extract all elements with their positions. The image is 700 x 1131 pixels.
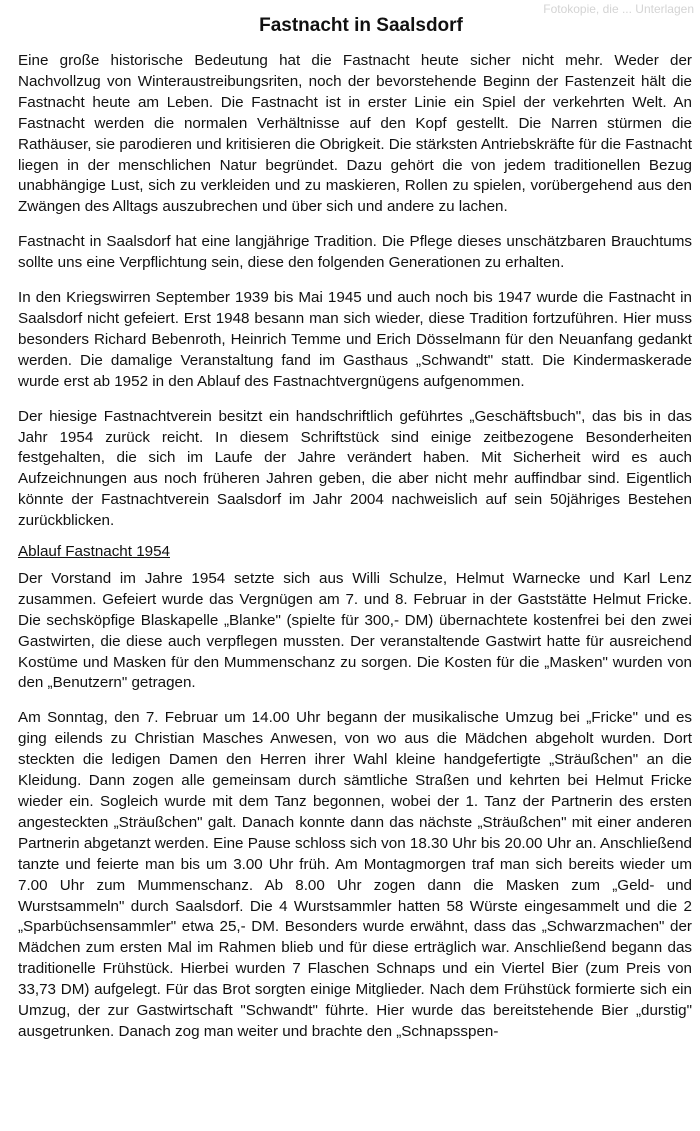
paragraph-committee-1954: Der Vorstand im Jahre 1954 setzte sich aus Willi Schulze, Helmut Warnecke und Karl Lenz zusammen. Gefeiert wurde das Vergnügen am 7. und 8. Februar in der Gaststätte Helmut Fricke. Die sechsköpfige Blaskapelle „Blanke" (spielte für 300,- DM) übernachtete kostenfrei bei den zwei Gastwirten, die diese auch verpflegen mussten. Der veranstaltende Gastwirt hatte für ausreichend Kostüme und Masken für den Mummenschanz zu sorgen. Die Kosten für die „Masken" wurden von den „Benutzern" getragen.: [18, 569, 692, 692]
document-title: Fastnacht in Saalsdorf: [259, 15, 463, 36]
paragraph-parade-1954: Am Sonntag, den 7. Februar um 14.00 Uhr begann der musikalische Umzug bei „Fricke" und es ging eilends zu Christian Masches Anwesen, von wo aus die Mädchen abgeholt wurden. Dort steckten die ledigen Damen den Herren ihrer Wahl kleine handgefertigte „Sträußchen" an die Kleidung. Dann zogen alle gemeinsam durch sämtliche Straßen und kehrten bei Helmut Fricke wieder ein. Sogleich wurde mit dem Tanz begonnen, wobei der 1. Tanz der Partnerin des ersten angesteckten „Sträußchen" galt. Danach konnte dann das nächste „Sträußchen" mit einer anderen Partnerin abgetanzt werden. Eine Pause schloss sich von 18.30 Uhr bis 20.00 Uhr an. Anschließend tanzte und feierte man bis um 3.00 Uhr früh. Am Montagmorgen traf man sich bereits wieder um 7.00 Uhr zum Mummenschanz. Ab 8.00 Uhr zogen dann die Masken zum „Geld- und Wurstsammeln" durch Saalsdorf. Die 4 Wurstsammler hatten 58 Würste eingesammelt und die 2 „Sparbüchsensammler" etwa 25,- DM. Besonders wurde erwähnt, dass das „Schwarzmachen" der Mädchen zum ersten Mal im Rahmen blieb und für diese erträglich war. Anschließend begann das traditionelle Frühstück. Hierbei wurden 7 Flaschen Schnaps und ein Viertel Bier (zum Preis von 33,73 DM) aufgelegt. Für das Brot sorgten einige Mitglieder. Nach dem Frühstück formierte sich ein Umzug, der zur Gastwirtschaft "Schwandt" führte. Hier wurde das bereitstehende Bier „durstig" ausgetrunken. Danach zog man weiter und brachte den „Schnapsspen-: [18, 709, 692, 1040]
paragraph-significance: Eine große historische Bedeutung hat die Fastnacht heute sicher nicht mehr. Weder der Nachvollzug von Winteraustreibungsriten, noch der bevorstehende Beginn der Fastenzeit hält die Fastnacht heute am Leben. Die Fastnacht ist in erster Linie ein Spiel der verkehrten Welt. An Fastnacht werden die normalen Verhältnisse auf den Kopf gestellt. Die Narren stürmen die Rathäuser, sie parodieren und kritisieren die Obrigkeit. Die stärksten Antriebskräfte für die Fastnacht liegen in der menschlichen Natur begründet. Dazu gehört die von jedem traditionellen Bezug unabhängige Lust, sich zu verkleiden und zu maskieren, Rollen zu spielen, vorübergehend aus den Zwängen des Alltags auszubrechen und über sich und andere zu lachen.: [18, 52, 692, 216]
paragraph-geschaeftsbuch: Der hiesige Fastnachtverein besitzt ein handschriftlich geführtes „Geschäftsbuch", das bis in das Jahr 1954 zurück reicht. In diesem Schriftstück sind einige zeitbezogene Besonderheiten festgehalten, die sich im Laufe der Jahre verändert haben. Mit Sicherheit wird es auch Aufzeichnungen aus noch früheren Jahren geben, die aber nicht mehr auffindbar sind. Eigentlich könnte der Fastnachtverein Saalsdorf im Jahr 2004 nachweislich auf sein 50jähriges Bestehen zurückblicken.: [18, 407, 692, 530]
paragraph-war-years: In den Kriegswirren September 1939 bis Mai 1945 und auch noch bis 1947 wurde die Fastnacht in Saalsdorf nicht gefeiert. Erst 1948 besann man sich wieder, diese Tradition fortzuführen. Hier muss besonders Richard Bebenroth, Heinrich Temme und Erich Dösselmann für den Neuanfang gedankt werden. Die damalige Veranstaltung fand im Gasthaus „Schwandt" statt. Die Kindermaskerade wurde erst ab 1952 in den Ablauf des Fastnachtvergnügens aufgenommen.: [18, 289, 692, 390]
paragraph-tradition: Fastnacht in Saalsdorf hat eine langjährige Tradition. Die Pflege dieses unschätzbaren Brauchtums sollte uns eine Verpflichtung sein, diese den folgenden Generationen zu erhalten.: [18, 233, 692, 272]
faint-show-through-text: Fotokopie, die ... Unterlagen: [543, 2, 694, 16]
section-heading-1954: Ablauf Fastnacht 1954: [18, 543, 170, 561]
